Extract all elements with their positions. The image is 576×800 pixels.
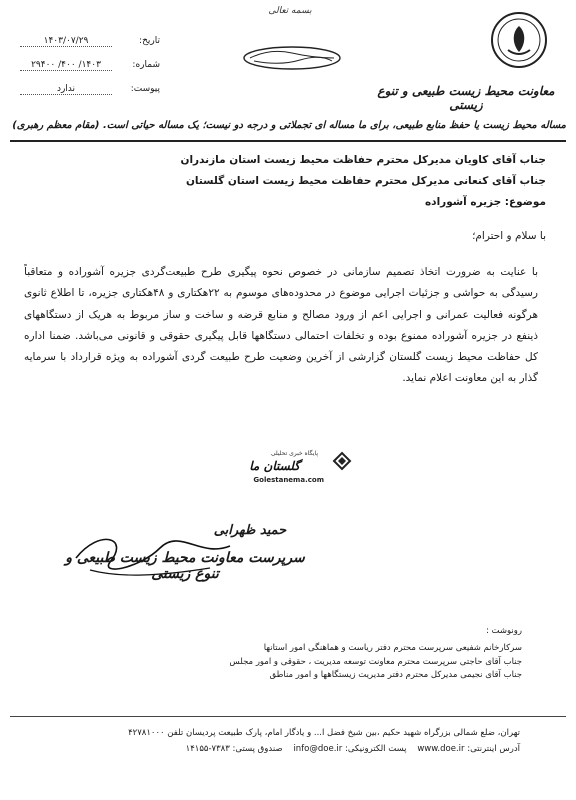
cc-item: جناب آقای نجیمی مدیرکل محترم دفتر مدیریت زیستگاهها و امور مناطق xyxy=(269,670,522,680)
department-title: معاونت محیط زیست طبیعی و تنوع زیستی xyxy=(377,84,555,112)
attachment-row xyxy=(20,82,160,96)
date-label: تاریخ: xyxy=(139,36,160,46)
footer-postal: صندوق پستی: ۷۳۸۳-۱۴۱۵۵ xyxy=(185,744,283,754)
watermark-subtitle: پایگاه خبری تحلیلی xyxy=(270,450,318,457)
footer-divider xyxy=(10,716,566,717)
signatory-name: حمید ظهرابی xyxy=(213,523,287,538)
footer-address: تهران، ضلع شمالی بزرگراه شهید حکیم ،بین شیخ فضل ا... و یادگار امام، پارک طبیعت پردیسان تلفن ۴۲۷۸۱۰۰۰ xyxy=(128,728,520,738)
footer-web: آدرس اینترنتی: www.doe.ir xyxy=(417,744,520,754)
subject-line: موضوع: جزیره آشوراده xyxy=(424,196,546,208)
cc-list xyxy=(60,642,522,683)
attachment-value: ندارد xyxy=(20,84,112,95)
addressee-block xyxy=(20,150,546,213)
letter-body: با عنایت به ضرورت اتخاذ تصمیم سازمانی در خصوص نحوه پیگیری طرح طبیعت‌گردی جزیره آشوراده و متعاقباً رسیدگی به حواشی و جزئیات اجرایی موضوع در محدوده‌های موسوم به ۲۲هکتاری و ۴۸هکتاری جزیره، تا اطلاع ثانوی هرگونه فعالیت عمرانی و اجرایی اعم از ورود مصالح و منابع قرضه و ساخت و ساز مربوط به هریک از دستگاههای ذینفع در جزیره آشوراده ممنوع بوده و تخلفات احتمالی دستگاهها قابل پیگیری حقوقی و قانونی می‌باشد. ضمنا اداره کل حفاظت محیط زیست گلستان گزارشی از آخرین وضعیت طرح طبیعت گردی آشوراده به ویژه قرارداد با سرمایه گذار به این معاونت اعلام نماید. xyxy=(24,266,538,385)
date-value: ۱۴۰۳/۰۷/۲۹ xyxy=(20,36,112,47)
addressee-2: جناب آقای کنعانی مدیرکل محترم حفاظت محیط زیست استان گلستان xyxy=(185,175,546,187)
watermark-logo-icon xyxy=(330,450,354,472)
leader-quote: مساله محیط زیست یا حفظ منابع طبیعی، برای ما مساله ای تجملاتی و درجه دو نیست؛ یک مساله حیاتی است. (مقام معظم رهبری) xyxy=(12,120,566,131)
signatory-title: سرپرست معاونت محیط زیست طبیعی و تنوع زیستی xyxy=(65,550,305,582)
footer-contact xyxy=(60,744,520,754)
watermark-url: Golestanema.com xyxy=(253,476,324,484)
cc-item: جناب آقای حاجتی سرپرست محترم معاونت توسعه مدیریت ، حقوقی و امور مجلس xyxy=(229,656,522,667)
watermark-name: گلستان ما xyxy=(249,459,300,473)
number-label: شماره: xyxy=(132,60,160,70)
greeting: با سلام و احترام؛ xyxy=(472,230,546,242)
calendar-stamp xyxy=(240,44,344,72)
addressee-1: جناب آقای کاویان مدیرکل محترم حفاظت محیط زیست استان مازندران xyxy=(180,154,546,166)
date-row xyxy=(20,34,160,48)
number-value: ۱۴۰۳/ ۴۰۰/ ۲۹۴۰۰ xyxy=(20,60,112,71)
footer-email: پست الکترونیکی: info@doe.ir xyxy=(293,744,407,754)
number-row xyxy=(20,58,160,72)
attachment-label: پیوست: xyxy=(130,84,160,94)
cc-label: رونوشت : xyxy=(485,626,522,636)
iran-emblem-icon xyxy=(484,10,554,70)
header-divider xyxy=(10,140,566,142)
bismillah-heading: بسمه تعالی xyxy=(268,6,312,16)
cc-item: سرکارخانم شفیعی سرپرست محترم دفتر ریاست و هماهنگی امور استانها xyxy=(263,643,522,653)
